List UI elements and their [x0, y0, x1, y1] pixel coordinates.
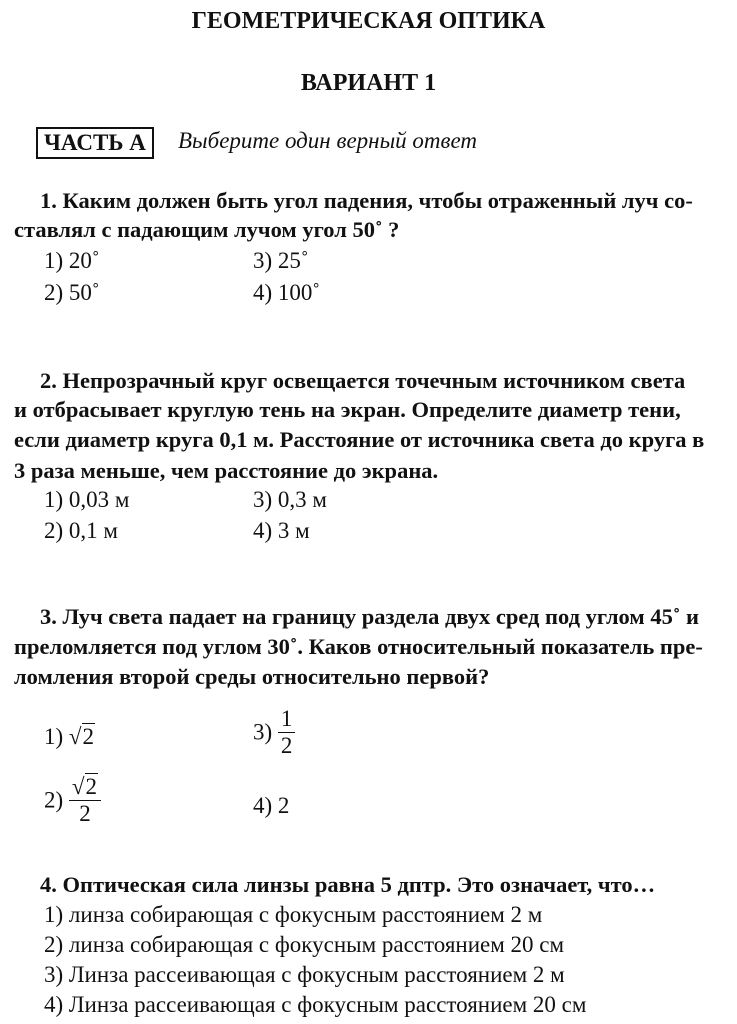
fraction: [69, 774, 101, 827]
variant-label: ВАРИАНТ 1: [300, 70, 437, 96]
question-text-line: и отбрасывает круглую тень на экран. Определите диаметр тени,: [14, 397, 681, 422]
question-text-line: 2. Непрозрачный круг освещается точечным источником света: [40, 368, 686, 393]
answer-option: 4) 100˚: [253, 280, 321, 305]
question-text-line: 4. Оптическая сила линзы равна 5 дптр. Это означает, что…: [40, 872, 656, 897]
answer-option: 2) 0,1 м: [44, 518, 118, 543]
option-prefix: 3): [253, 719, 273, 745]
option-prefix: 2): [44, 787, 64, 813]
radicand: 2: [82, 724, 95, 749]
question-text-line: ломления второй среды относительно первой?: [14, 664, 490, 689]
question-text-line: 3 раза меньше, чем расстояние до экрана.: [14, 458, 439, 483]
answer-option: 3) 25˚: [253, 248, 309, 273]
answer-option: 1) 0,03 м: [44, 487, 130, 512]
answer-option: 2) линза собирающая с фокусным расстоянием 20 см: [44, 932, 565, 957]
answer-option: 1) 20˚: [44, 248, 100, 273]
fraction-denominator: 2: [280, 733, 293, 758]
question-text-line: преломляется под углом 30˚. Каков относительный показатель пре-: [14, 634, 703, 659]
answer-option-fraction: [253, 706, 295, 759]
fraction-numerator: [69, 774, 101, 801]
question-text-line: ставлял с падающим лучом угол 50˚ ?: [14, 217, 400, 242]
answer-option: 4) 2: [253, 793, 290, 818]
answer-option: 4) Линза рассеивающая с фокусным расстоянием 20 см: [44, 992, 587, 1017]
fraction-denominator: 2: [79, 801, 91, 826]
option-prefix: 1): [44, 724, 64, 749]
answer-option: 3) 0,3 м: [253, 487, 327, 512]
part-label: ЧАСТЬ А: [36, 127, 154, 159]
part-instruction: Выберите один верный ответ: [178, 128, 477, 153]
question-text-line: если диаметр круга 0,1 м. Расстояние от источника света до круга в: [14, 427, 705, 452]
sqrt-symbol: √: [71, 774, 85, 799]
answer-option-sqrt-fraction: [44, 774, 101, 827]
answer-option-sqrt2: [44, 724, 95, 750]
answer-option: 4) 3 м: [253, 518, 310, 543]
answer-option: 2) 50˚: [44, 280, 100, 305]
answer-option: 1) линза собирающая с фокусным расстоянием 2 м: [44, 902, 543, 927]
fraction-numerator: 1: [278, 706, 296, 733]
question-text-line: 3. Луч света падает на границу раздела двух сред под углом 45˚ и: [40, 604, 699, 629]
radicand: 2: [85, 774, 98, 799]
page-title: ГЕОМЕТРИЧЕСКАЯ ОПТИКА: [191, 8, 546, 34]
answer-option: 3) Линза рассеивающая с фокусным расстоянием 2 м: [44, 962, 565, 987]
question-text-line: 1. Каким должен быть угол падения, чтобы отраженный луч со-: [40, 188, 693, 213]
fraction: [278, 706, 296, 759]
sqrt-symbol: √: [68, 724, 82, 749]
